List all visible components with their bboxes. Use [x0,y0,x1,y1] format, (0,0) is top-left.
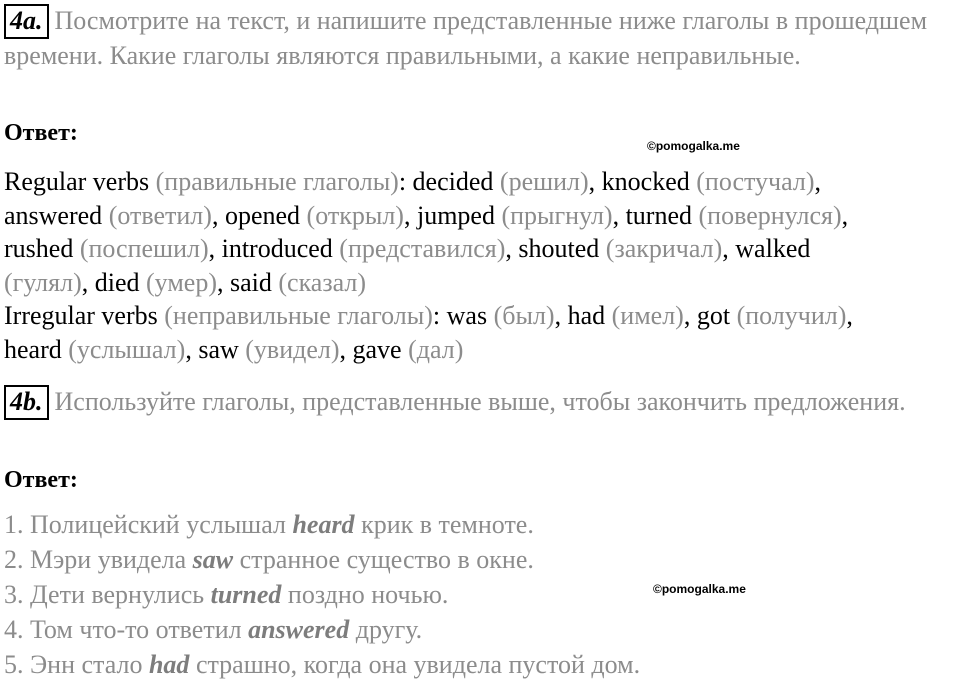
regular-line [4,199,956,233]
translation-text: (представился) [339,234,506,263]
sentence-text: 4. Том что-то ответил [4,615,249,644]
task-number-4b: 4b. [4,385,49,420]
answer-verb: heard [292,510,355,539]
regular-line [4,165,956,199]
verb-text: , [841,200,849,230]
translation-text: (правильные глаголы) [155,167,399,196]
verb-text: answered [4,200,109,230]
translation-text: (увидел) [245,334,340,364]
sentence-item [4,612,956,647]
sentence-text: странное существо в окне. [233,545,534,574]
verb-text: : decided [398,167,500,196]
answer-label-a: Ответ: [4,120,78,146]
task-4a-text: Посмотрите на текст, и напишите представленные ниже глаголы в прошедшем времени. Какие глаголы являются правильными, а какие неправильные. [4,6,928,70]
answer-verb: had [148,650,190,679]
task-4a [4,4,956,73]
translation-text: (сказал) [278,267,367,297]
translation-text: (решил) [499,167,589,196]
task-4b [4,385,956,420]
translation-text: (прыгнул) [501,200,613,230]
sentence-text: другу. [349,615,423,644]
translation-text: (получил) [736,301,847,330]
sentence-text: 3. Дети вернулись [4,580,211,609]
verb-text: , walked [722,234,811,263]
regular-line [4,266,956,300]
verb-text: , shouted [505,234,606,263]
regular-verbs-paragraph [4,165,956,299]
watermark-bottom: ©pomogalka.me [653,582,746,596]
verb-text: , [814,167,822,196]
irregular-verbs-paragraph [4,299,956,366]
verb-text: Irregular verbs [4,301,165,330]
answer-verb: saw [192,545,234,574]
sentence-item [4,577,956,612]
translation-text: (поспешил) [79,234,209,263]
verb-text: , saw [185,334,246,364]
sentence-text: 1. Полицейский услышал [4,510,293,539]
verb-text: , jumped [403,200,502,230]
sentence-text: 5. Энн стало [4,650,149,679]
verb-text: , died [81,267,147,297]
translation-text: (умер) [146,267,217,297]
watermark-top: ©pomogalka.me [647,139,740,153]
translation-text: (ответил) [108,200,212,230]
verb-text: rushed [4,234,80,263]
sentence-text: крик в темноте. [354,510,534,539]
sentence-text: 2. Мэри увидела [4,545,193,574]
translation-text: (повернулся) [698,200,842,230]
verb-text: , had [554,301,612,330]
translation-text: (открыл) [306,200,404,230]
answer-verb: turned [210,580,282,609]
verb-text: , turned [612,200,699,230]
irregular-line [4,333,956,367]
sentence-item [4,507,956,542]
translation-text: (постучал) [696,167,815,196]
verb-text: , got [683,301,737,330]
translation-text: (услышал) [68,334,186,364]
answer-verb: answered [248,615,350,644]
task-number-4a: 4a. [4,4,49,39]
translation-text: (имел) [611,301,684,330]
sentence-list [4,507,956,682]
translation-text: (гулял) [4,267,82,297]
verb-text: : was [432,301,494,330]
verb-text: , knocked [588,167,697,196]
verb-text: , introduced [208,234,340,263]
verb-text: , gave [339,334,409,364]
translation-text: (дал) [408,334,464,364]
sentence-item [4,542,956,577]
verb-text: , [846,301,853,330]
verb-text: heard [4,334,69,364]
verb-text: , said [216,267,279,297]
translation-text: (был) [493,301,555,330]
regular-line [4,232,956,266]
translation-text: (неправильные глаголы) [164,301,433,330]
verb-text: , opened [211,200,307,230]
verb-text: Regular verbs [4,167,156,196]
sentence-text: поздно ночью. [281,580,449,609]
answer-label-b: Ответ: [4,467,78,493]
task-4b-text: Используйте глаголы, представленные выше, чтобы закончить предложения. [54,387,906,416]
sentence-text: страшно, когда она увидела пустой дом. [189,650,641,679]
irregular-line [4,299,956,333]
translation-text: (закричал) [605,234,723,263]
